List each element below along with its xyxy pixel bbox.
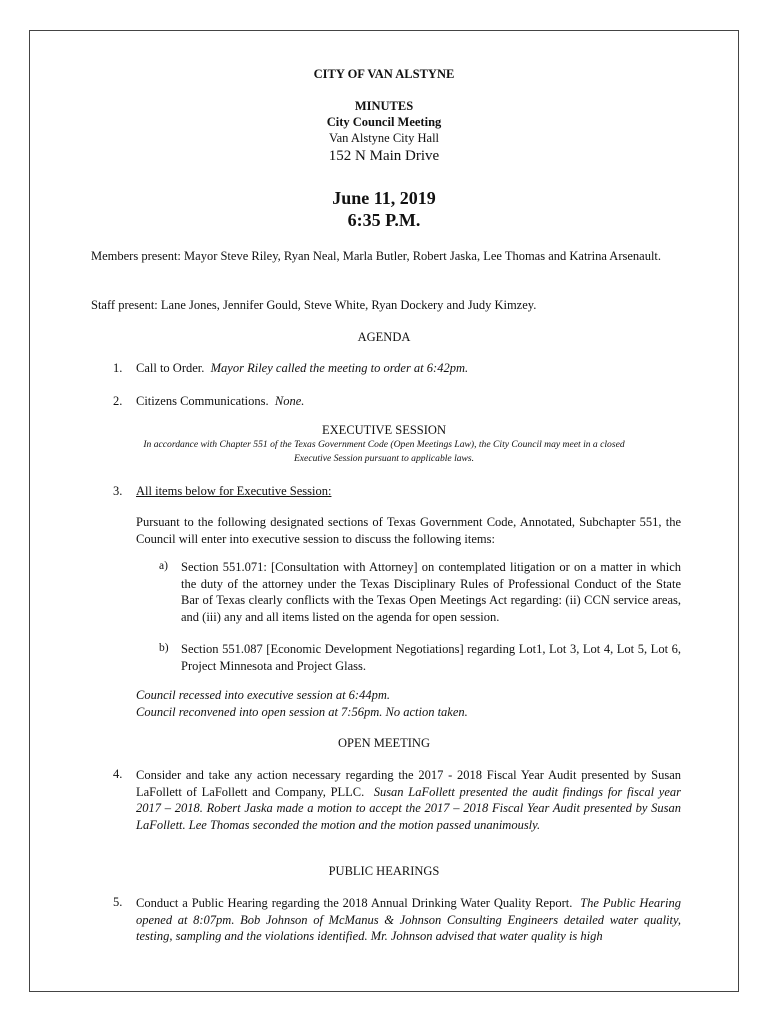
item-number: 3. [113,484,123,498]
executive-notice-line1: In accordance with Chapter 551 of the Texas Government Code (Open Meetings Law), the City Council may meet in a closed [143,439,625,450]
pursuant-paragraph: Pursuant to the following designated sections of Texas Government Code, Annotated, Subchapter 551, the Council will enter into executive session to discuss the following items: [136,515,681,546]
public-hearings-heading: PUBLIC HEARINGS [328,864,440,878]
item-number: 5. [113,895,123,909]
staff-present: Staff present: Lane Jones, Jennifer Gould, Steve White, Ryan Dockery and Judy Kimzey. [91,298,537,312]
item-note: Susan LaFollett presented the audit findings for fiscal year 2017 – 2018. Robert Jaska made a motion to accept the 2017 – 2018 Fiscal Year Audit presented by Susan LaFollett. Lee Thomas seconded the motion and the motion passed unanimously. [136,784,682,832]
members-present: Members present: Mayor Steve Riley, Ryan Neal, Marla Butler, Robert Jaska, Lee Thomas and Katrina Arsenault. [91,249,662,263]
agenda-item [136,394,304,409]
item-note: Mayor Riley called the meeting to order at 6:42pm. [210,361,469,375]
meeting-date: June 11, 2019 [332,188,436,208]
recessed-note: Council recessed into executive session at 6:44pm. [136,688,390,702]
sub-item-b: Section 551.087 [Economic Development Negotiations] regarding Lot1, Lot 3, Lot 4, Lot 5, Lot 6, Project Minnesota and Project Glass. [181,642,681,673]
meeting-type: City Council Meeting [326,115,442,129]
item-text: Conduct a Public Hearing regarding the 2018 Annual Drinking Water Quality Report. [136,896,573,910]
item-text: Consider and take any action necessary regarding the 2017 - 2018 Fiscal Year Audit presented by Susan LaFollett of LaFollett and Company, PLLC. [136,768,681,799]
reconvened-note: Council reconvened into open session at 7:56pm. No action taken. [136,705,468,719]
city-name: CITY OF VAN ALSTYNE [313,67,455,81]
item-number: 2. [113,394,123,408]
agenda-heading: AGENDA [357,330,411,344]
agenda-item [136,361,468,376]
meeting-time: 6:35 P.M. [347,210,421,230]
item-note: The Public Hearing opened at 8:07pm. Bob Johnson of McManus & Johnson Consulting Engineers detailed water quality, testing, sampling and the violations identified. Mr. Johnson advised that water quality is high [136,896,682,943]
executive-heading: EXECUTIVE SESSION [322,423,446,437]
item-text: Call to Order. [136,361,205,375]
agenda-item-5 [136,895,681,945]
sub-item-a: Section 551.071: [Consultation with Attorney] on contemplated litigation or on a matter in which the duty of the attorney under the Texas Disciplinary Rules of Professional Conduct of the State Bar of Texas clearly conflicts with the Texas Open Meetings Act regarding: (ii) CCN service areas, and (iii) any and all items listed on the agenda for open session. [181,560,681,624]
address: 152 N Main Drive [328,148,440,164]
item-number: 4. [113,767,123,781]
open-meeting-heading: OPEN MEETING [337,736,430,750]
item-text: Citizens Communications. [136,394,269,408]
agenda-item-4 [136,767,681,833]
item-note: None. [274,394,305,408]
page-border [29,30,739,992]
executive-notice-line2: Executive Session pursuant to applicable laws. [293,453,475,464]
executive-item-title: All items below for Executive Session: [136,484,332,498]
sub-item-label: b) [159,642,169,654]
sub-item-label: a) [159,560,168,572]
venue: Van Alstyne City Hall [328,131,440,145]
minutes-label: MINUTES [354,99,414,113]
item-number: 1. [113,361,123,375]
